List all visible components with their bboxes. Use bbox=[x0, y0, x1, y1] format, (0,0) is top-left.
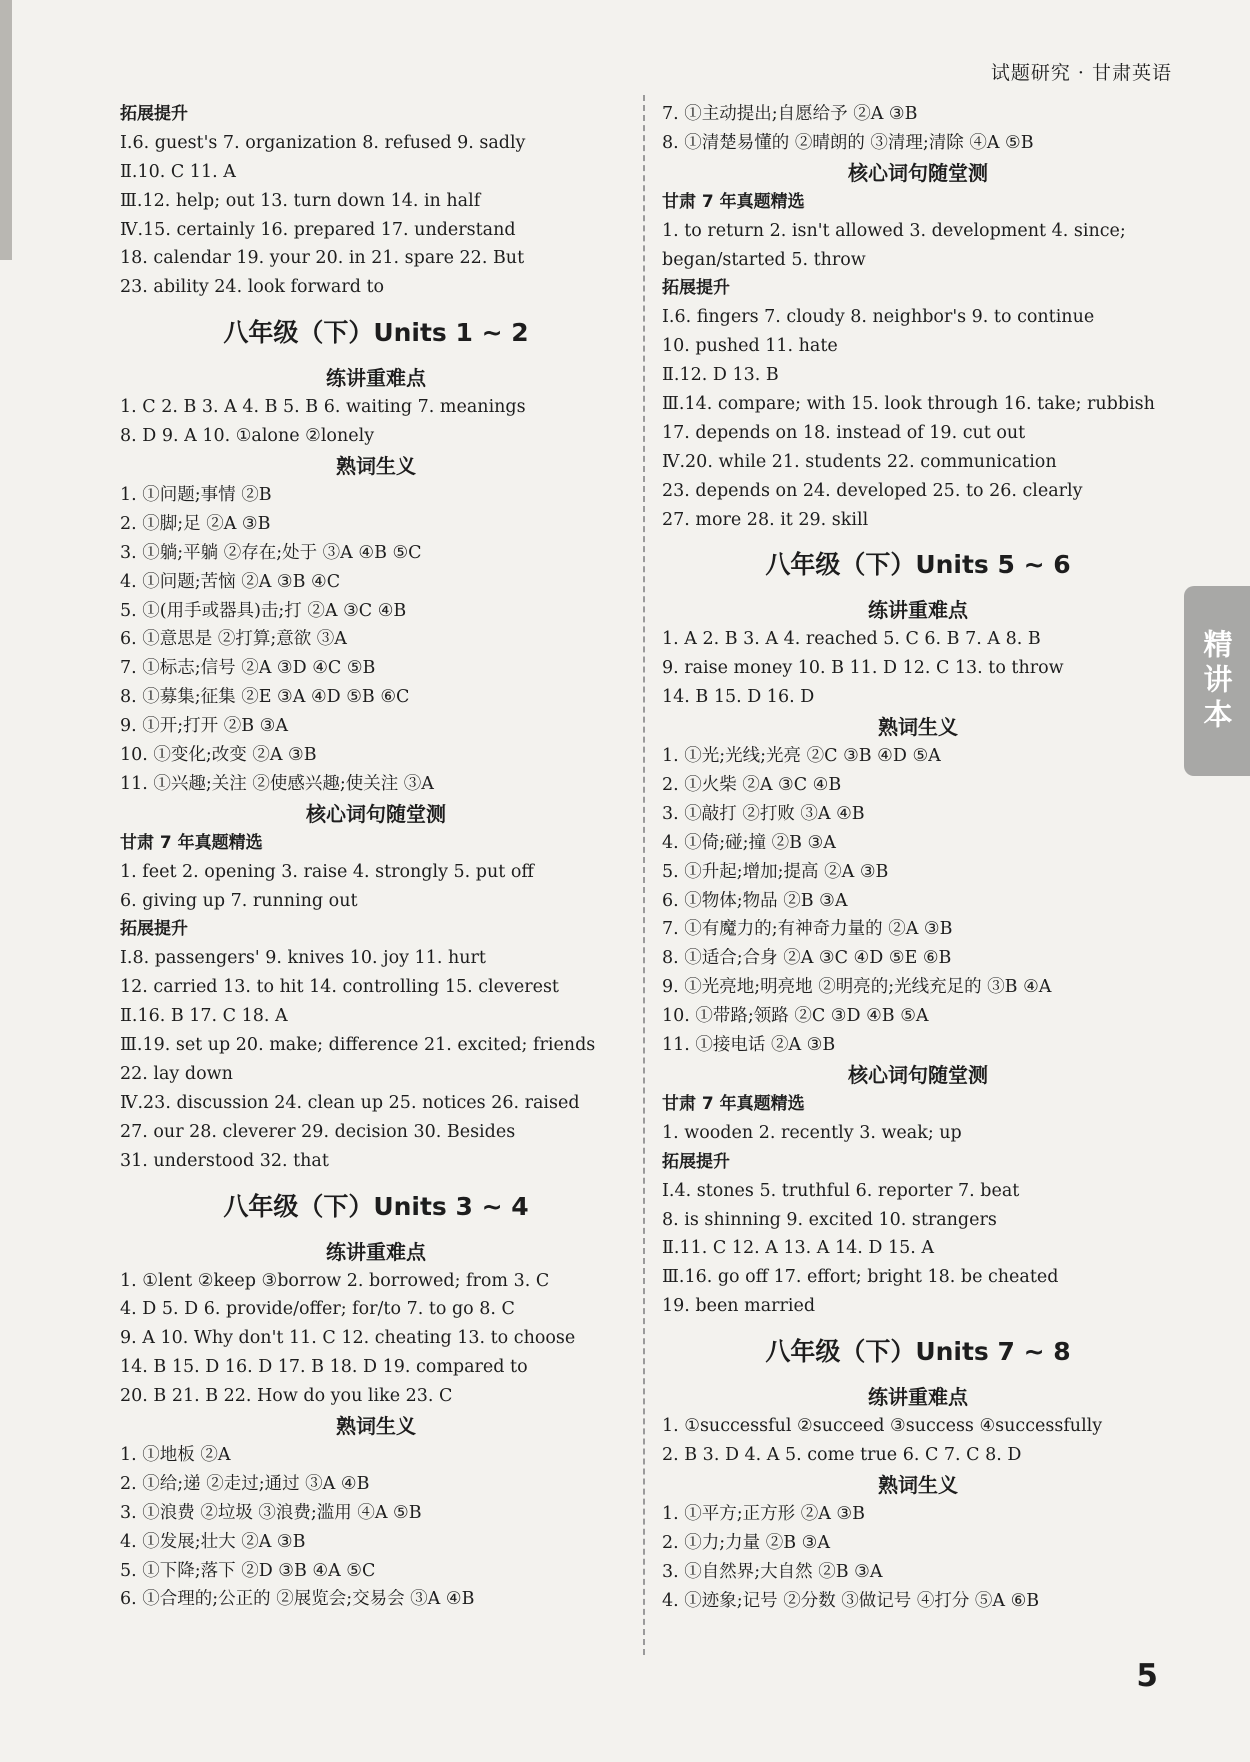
answer-line: 1. ①lent ②keep ③borrow 2. borrowed; from 3. C bbox=[120, 1270, 550, 1291]
answer-line: 27. more 28. it 29. skill bbox=[662, 509, 869, 530]
answer-line: 14. B 15. D 16. D bbox=[662, 687, 815, 708]
answer-line: Ⅰ.8. passengers' 9. knives 10. joy 11. hurt bbox=[120, 948, 486, 969]
answer-line: 2. ①火柴 ②A ③C ④B bbox=[662, 775, 842, 796]
answer-line: 11. ①接电话 ②A ③B bbox=[662, 1035, 836, 1056]
answer-line: Ⅲ.19. set up 20. make; difference 21. excited; friends bbox=[120, 1035, 596, 1056]
answer-line: 6. ①物体;物品 ②B ③A bbox=[662, 890, 848, 911]
answer-line: 6. ①意思是 ②打算;意欲 ③A bbox=[120, 629, 347, 650]
unit-heading: 八年级（下）Units 5 ~ 6 bbox=[765, 550, 1071, 580]
answer-line: Ⅱ.10. C 11. A bbox=[120, 161, 236, 182]
side-tab bbox=[1184, 586, 1250, 776]
section-heading: 练讲重难点 bbox=[326, 1239, 426, 1264]
answer-line: 4. ①倚;碰;撞 ②B ③A bbox=[662, 832, 836, 853]
answer-line: 8. D 9. A 10. ①alone ②lonely bbox=[120, 426, 375, 447]
answer-line: 27. our 28. cleverer 29. decision 30. Besides bbox=[120, 1121, 516, 1142]
answer-line: Ⅳ.20. while 21. students 22. communication bbox=[662, 451, 1057, 472]
answer-line: 2. ①给;递 ②走过;通过 ③A ④B bbox=[120, 1473, 370, 1494]
answer-line: 1. C 2. B 3. A 4. B 5. B 6. waiting 7. meanings bbox=[120, 397, 526, 418]
answer-line: 7. ①标志;信号 ②A ③D ④C ⑤B bbox=[120, 658, 376, 679]
left-column bbox=[120, 100, 632, 1614]
answer-line: 10. ①带路;领路 ②C ③D ④B ⑤A bbox=[662, 1006, 929, 1027]
answer-line: 20. B 21. B 22. How do you like 23. C bbox=[120, 1386, 453, 1407]
section-heading: 练讲重难点 bbox=[868, 598, 968, 623]
answer-line: 1. ①地板 ②A bbox=[120, 1444, 231, 1465]
answer-line: Ⅰ.6. fingers 7. cloudy 8. neighbor's 9. to continue bbox=[662, 307, 1095, 328]
answer-line: 3. ①躺;平躺 ②存在;处于 ③A ④B ⑤C bbox=[120, 542, 422, 563]
answer-line: Ⅱ.11. C 12. A 13. A 14. D 15. A bbox=[662, 1238, 935, 1259]
answer-line: 4. ①发展;壮大 ②A ③B bbox=[120, 1531, 306, 1552]
unit-heading: 八年级（下）Units 7 ~ 8 bbox=[765, 1337, 1071, 1367]
answer-line: 9. ①光亮地;明亮地 ②明亮的;光线充足的 ③B ④A bbox=[662, 977, 1052, 998]
answer-line: 8. is shinning 9. excited 10. strangers bbox=[662, 1209, 997, 1230]
section-heading: 熟词生义 bbox=[336, 454, 416, 479]
answer-line: 4. D 5. D 6. provide/offer; for/to 7. to go 8. C bbox=[120, 1299, 515, 1320]
column-divider bbox=[643, 95, 645, 1655]
answer-line: 3. ①敲打 ②打败 ③A ④B bbox=[662, 803, 865, 824]
answer-line: 4. ①迹象;记号 ②分数 ③做记号 ④打分 ⑤A ⑥B bbox=[662, 1590, 1040, 1611]
subsection-heading: 拓展提升 bbox=[662, 278, 730, 299]
answer-line: Ⅰ.4. stones 5. truthful 6. reporter 7. beat bbox=[662, 1180, 1020, 1201]
answer-line: 8. ①清楚易懂的 ②晴朗的 ③清理;清除 ④A ⑤B bbox=[662, 132, 1034, 153]
answer-line: 3. ①浪费 ②垃圾 ③浪费;滥用 ④A ⑤B bbox=[120, 1502, 422, 1523]
answer-line: 22. lay down bbox=[120, 1063, 233, 1084]
section-heading: 熟词生义 bbox=[878, 1472, 958, 1497]
unit-heading: 八年级（下）Units 1 ~ 2 bbox=[223, 318, 529, 348]
subsection-heading: 拓展提升 bbox=[662, 1151, 730, 1172]
answer-line: Ⅲ.12. help; out 13. turn down 14. in half bbox=[120, 190, 481, 211]
answer-line: 19. been married bbox=[662, 1296, 816, 1317]
answer-line: 9. raise money 10. B 11. D 12. C 13. to throw bbox=[662, 658, 1064, 679]
answer-line: 4. ①问题;苦恼 ②A ③B ④C bbox=[120, 571, 341, 592]
answer-line: 5. ①升起;增加;提高 ②A ③B bbox=[662, 861, 889, 882]
answer-line: 1. ①平方;正方形 ②A ③B bbox=[662, 1503, 865, 1524]
section-heading: 核心词句随堂测 bbox=[848, 160, 988, 185]
answer-line: 8. ①适合;合身 ②A ③C ④D ⑤E ⑥B bbox=[662, 948, 952, 969]
answer-line: 8. ①募集;征集 ②E ③A ④D ⑤B ⑥C bbox=[120, 687, 410, 708]
answer-line: 9. A 10. Why don't 11. C 12. cheating 13. to choose bbox=[120, 1328, 576, 1349]
answer-line: 5. ①(用手或器具)击;打 ②A ③C ④B bbox=[120, 600, 407, 621]
page-number: 5 bbox=[1136, 1658, 1158, 1694]
page-header: 试题研究 · 甘肃英语 bbox=[990, 62, 1172, 84]
section-heading: 练讲重难点 bbox=[868, 1385, 968, 1410]
answer-line: 14. B 15. D 16. D 17. B 18. D 19. compared to bbox=[120, 1357, 528, 1378]
answer-line: 10. ①变化;改变 ②A ③B bbox=[120, 745, 317, 766]
answer-line: 1. ①successful ②succeed ③success ④successfully bbox=[662, 1416, 1103, 1437]
side-tab-label: 精讲本 bbox=[1199, 628, 1234, 734]
section-heading: 核心词句随堂测 bbox=[306, 801, 446, 826]
unit-heading: 八年级（下）Units 3 ~ 4 bbox=[223, 1191, 529, 1221]
answer-line: began/started 5. throw bbox=[662, 249, 866, 270]
section-heading: 熟词生义 bbox=[336, 1413, 416, 1438]
answer-line: 9. ①开;打开 ②B ③A bbox=[120, 716, 288, 737]
answer-line: Ⅱ.16. B 17. C 18. A bbox=[120, 1006, 288, 1027]
answer-line: 1. to return 2. isn't allowed 3. development 4. since; bbox=[662, 220, 1126, 241]
answer-line: 3. ①自然界;大自然 ②B ③A bbox=[662, 1561, 883, 1582]
subsection-heading: 甘肃 7 年真题精选 bbox=[662, 1093, 805, 1114]
answer-line: 17. depends on 18. instead of 19. cut out bbox=[662, 422, 1026, 443]
answer-line: 31. understood 32. that bbox=[120, 1150, 329, 1171]
answer-line: 1. A 2. B 3. A 4. reached 5. C 6. B 7. A 8. B bbox=[662, 629, 1041, 650]
answer-line: 6. ①合理的;公正的 ②展览会;交易会 ③A ④B bbox=[120, 1589, 475, 1610]
answer-line: 11. ①兴趣;关注 ②使感兴趣;使关注 ③A bbox=[120, 773, 434, 794]
answer-line: 7. ①有魔力的;有神奇力量的 ②A ③B bbox=[662, 919, 953, 940]
answer-line: 1. ①光;光线;光亮 ②C ③B ④D ⑤A bbox=[662, 746, 941, 767]
answer-line: 6. giving up 7. running out bbox=[120, 890, 358, 911]
answer-line: 12. carried 13. to hit 14. controlling 15. cleverest bbox=[120, 977, 559, 998]
subsection-heading: 拓展提升 bbox=[120, 919, 188, 940]
answer-line: 18. calendar 19. your 20. in 21. spare 22. But bbox=[120, 248, 525, 269]
answer-line: Ⅰ.6. guest's 7. organization 8. refused 9. sadly bbox=[120, 132, 526, 153]
subsection-heading: 拓展提升 bbox=[120, 104, 188, 124]
answer-line: 1. wooden 2. recently 3. weak; up bbox=[662, 1122, 962, 1143]
section-heading: 熟词生义 bbox=[878, 715, 958, 740]
answer-line: Ⅲ.16. go off 17. effort; bright 18. be cheated bbox=[662, 1267, 1059, 1288]
answer-line: 7. ①主动提出;自愿给予 ②A ③B bbox=[662, 104, 918, 124]
answer-line: Ⅳ.15. certainly 16. prepared 17. understand bbox=[120, 219, 516, 240]
answer-line: 1. ①问题;事情 ②B bbox=[120, 485, 272, 506]
answer-line: 23. ability 24. look forward to bbox=[120, 277, 385, 298]
answer-line: 5. ①下降;落下 ②D ③B ④A ⑤C bbox=[120, 1560, 376, 1581]
answer-line: Ⅲ.14. compare; with 15. look through 16. take; rubbish bbox=[662, 394, 1155, 415]
subsection-heading: 甘肃 7 年真题精选 bbox=[662, 191, 805, 212]
answer-line: 2. B 3. D 4. A 5. come true 6. C 7. C 8. D bbox=[662, 1444, 1022, 1465]
section-heading: 练讲重难点 bbox=[326, 366, 426, 391]
section-heading: 核心词句随堂测 bbox=[848, 1062, 988, 1087]
page-edge-shadow bbox=[0, 0, 12, 260]
answer-line: 2. ①力;力量 ②B ③A bbox=[662, 1532, 830, 1553]
answer-line: 23. depends on 24. developed 25. to 26. clearly bbox=[662, 480, 1083, 501]
answer-line: 2. ①脚;足 ②A ③B bbox=[120, 513, 271, 534]
answer-line: Ⅳ.23. discussion 24. clean up 25. notices 26. raised bbox=[120, 1092, 580, 1113]
right-column bbox=[662, 100, 1174, 1615]
subsection-heading: 甘肃 7 年真题精选 bbox=[120, 832, 263, 853]
answer-line: 10. pushed 11. hate bbox=[662, 336, 838, 357]
answer-line: 1. feet 2. opening 3. raise 4. strongly 5. put off bbox=[120, 861, 534, 882]
answer-line: Ⅱ.12. D 13. B bbox=[662, 365, 779, 386]
